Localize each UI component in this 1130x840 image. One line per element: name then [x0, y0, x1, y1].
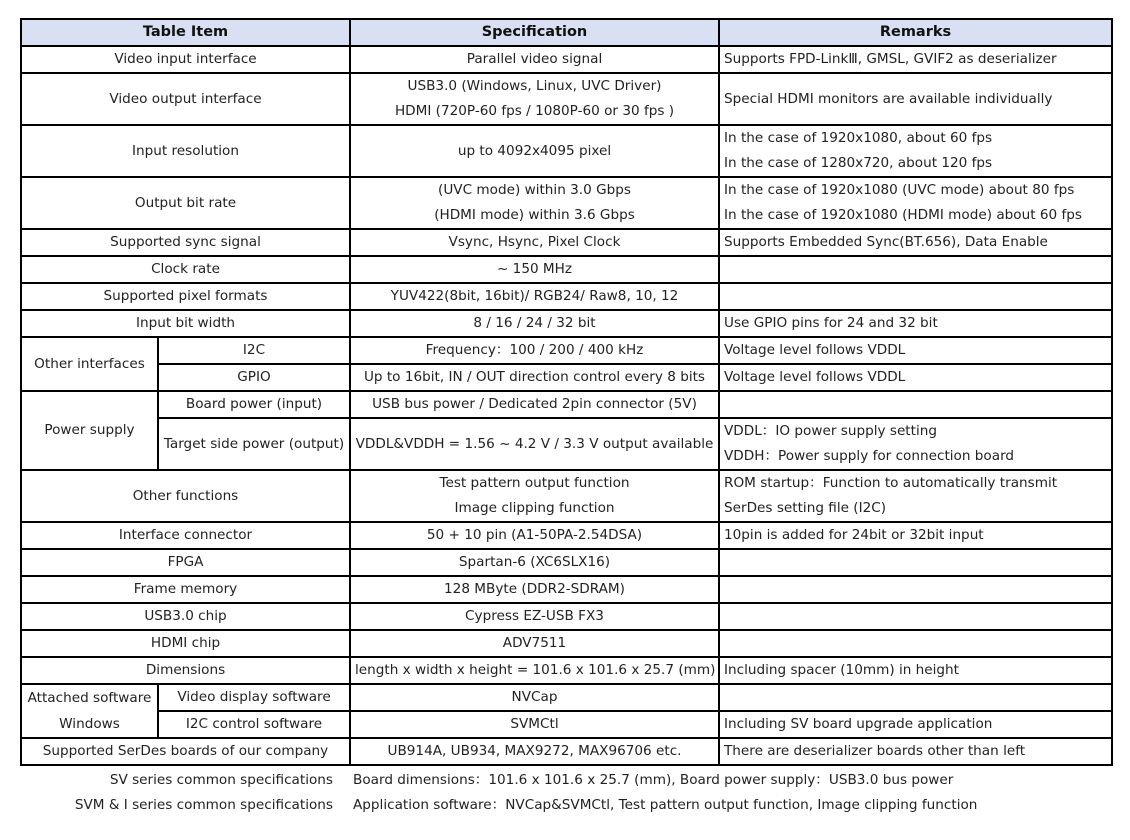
table-row	[21, 603, 1112, 630]
row-item: Input resolution	[21, 125, 350, 177]
row-spec: Frequency：100 / 200 / 400 kHz	[350, 337, 719, 364]
table-row	[21, 310, 1112, 337]
row-spec	[350, 73, 719, 125]
table-row	[21, 738, 1112, 765]
row-spec: up to 4092x4095 pixel	[350, 125, 719, 177]
row-item: Other functions	[21, 470, 350, 522]
table-row	[21, 364, 1112, 391]
group-label-line: Attached software	[27, 690, 152, 706]
row-spec: NVCap	[350, 684, 719, 711]
table-row	[21, 549, 1112, 576]
row-item: Interface connector	[21, 522, 350, 549]
specification-table	[20, 18, 1113, 766]
row-remarks	[719, 283, 1112, 310]
row-spec: Cypress EZ-USB FX3	[350, 603, 719, 630]
table-row	[21, 391, 1112, 418]
row-spec: Parallel video signal	[350, 46, 719, 73]
table-row	[21, 418, 1112, 470]
remarks-line: In the case of 1920x1080, about 60 fps	[724, 130, 993, 146]
remarks-line: VDDH：Power supply for connection board	[724, 448, 1015, 464]
row-item: Dimensions	[21, 657, 350, 684]
table-row	[21, 711, 1112, 738]
group-label: Power supply	[21, 391, 158, 470]
row-remarks: Supports Embedded Sync(BT.656), Data Enable	[719, 229, 1112, 256]
spec-line: (UVC mode) within 3.0 Gbps	[438, 182, 631, 198]
group-label-line: Windows	[59, 716, 120, 732]
row-remarks	[719, 576, 1112, 603]
row-spec: ADV7511	[350, 630, 719, 657]
row-remarks	[719, 603, 1112, 630]
row-remarks: Including spacer (10mm) in height	[719, 657, 1112, 684]
row-remarks: There are deserializer boards other than left	[719, 738, 1112, 765]
spec-line: HDMI (720P-60 fps / 1080P-60 or 30 fps )	[394, 103, 675, 119]
table-row	[21, 630, 1112, 657]
table-row	[21, 73, 1112, 125]
note-text: Board dimensions：101.6 x 101.6 x 25.7 (mm), Board power supply：USB3.0 bus power	[353, 772, 954, 788]
table-row	[21, 46, 1112, 73]
table-row	[21, 229, 1112, 256]
spec-line: Test pattern output function	[439, 475, 630, 491]
note-row	[0, 793, 1130, 818]
row-subitem: Board power (input)	[158, 391, 350, 418]
remarks-line: In the case of 1920x1080 (HDMI mode) about 60 fps	[724, 207, 1083, 223]
remarks-line: VDDL：IO power supply setting	[724, 423, 937, 439]
group-label	[21, 684, 158, 738]
row-item: Supported sync signal	[21, 229, 350, 256]
row-remarks: Voltage level follows VDDL	[719, 364, 1112, 391]
row-item: Supported SerDes boards of our company	[21, 738, 350, 765]
row-spec	[350, 177, 719, 229]
row-item: HDMI chip	[21, 630, 350, 657]
table-row	[21, 522, 1112, 549]
row-remarks: 10pin is added for 24bit or 32bit input	[719, 522, 1112, 549]
table-row	[21, 337, 1112, 364]
table-row	[21, 283, 1112, 310]
group-label: Other interfaces	[21, 337, 158, 391]
remarks-line: ROM startup：Function to automatically transmit	[724, 475, 1058, 491]
remarks-line: In the case of 1280x720, about 120 fps	[724, 155, 993, 171]
row-spec	[350, 470, 719, 522]
row-spec: length x width x height = 101.6 x 101.6 x 25.7 (mm)	[350, 657, 719, 684]
row-remarks	[719, 418, 1112, 470]
row-remarks	[719, 470, 1112, 522]
row-spec: Vsync, Hsync, Pixel Clock	[350, 229, 719, 256]
row-subitem: GPIO	[158, 364, 350, 391]
spec-line: USB3.0 (Windows, Linux, UVC Driver)	[407, 78, 662, 94]
row-remarks: Including SV board upgrade application	[719, 711, 1112, 738]
header-remarks: Remarks	[719, 19, 1112, 46]
row-spec: 8 / 16 / 24 / 32 bit	[350, 310, 719, 337]
table-row	[21, 177, 1112, 229]
row-remarks: Voltage level follows VDDL	[719, 337, 1112, 364]
header-specification: Specification	[350, 19, 719, 46]
row-remarks	[719, 549, 1112, 576]
row-remarks	[719, 391, 1112, 418]
row-remarks: Special HDMI monitors are available individually	[719, 73, 1112, 125]
table-row	[21, 684, 1112, 711]
header-table-item: Table Item	[21, 19, 350, 46]
row-spec: USB bus power / Dedicated 2pin connector (5V)	[350, 391, 719, 418]
row-remarks	[719, 177, 1112, 229]
common-specifications-notes	[0, 768, 1130, 818]
table-row	[21, 576, 1112, 603]
row-remarks: Use GPIO pins for 24 and 32 bit	[719, 310, 1112, 337]
row-spec: SVMCtl	[350, 711, 719, 738]
row-item: Supported pixel formats	[21, 283, 350, 310]
row-spec: ~ 150 MHz	[350, 256, 719, 283]
note-row	[0, 768, 1130, 793]
row-spec: 128 MByte (DDR2-SDRAM)	[350, 576, 719, 603]
row-item: Clock rate	[21, 256, 350, 283]
row-spec: UB914A, UB934, MAX9272, MAX96706 etc.	[350, 738, 719, 765]
row-remarks	[719, 630, 1112, 657]
row-remarks: Supports FPD-LinkⅢ, GMSL, GVIF2 as deserializer	[719, 46, 1112, 73]
row-spec: YUV422(8bit, 16bit)/ RGB24/ Raw8, 10, 12	[350, 283, 719, 310]
row-item: Video input interface	[21, 46, 350, 73]
spec-line: (HDMI mode) within 3.6 Gbps	[434, 207, 635, 223]
row-item: USB3.0 chip	[21, 603, 350, 630]
table-row	[21, 470, 1112, 522]
row-remarks	[719, 125, 1112, 177]
row-item: Output bit rate	[21, 177, 350, 229]
row-remarks	[719, 684, 1112, 711]
row-item: Video output interface	[21, 73, 350, 125]
row-item: FPGA	[21, 549, 350, 576]
remarks-line: In the case of 1920x1080 (UVC mode) about 80 fps	[724, 182, 1075, 198]
spec-line: Image clipping function	[454, 500, 615, 516]
row-subitem: I2C	[158, 337, 350, 364]
note-text: Application software：NVCap&SVMCtl, Test pattern output function, Image clipping function	[353, 797, 978, 813]
remarks-line: SerDes setting file (I2C)	[724, 500, 887, 516]
row-subitem: Video display software	[158, 684, 350, 711]
row-spec: 50 + 10 pin (A1-50PA-2.54DSA)	[350, 522, 719, 549]
row-subitem: Target side power (output)	[158, 418, 350, 470]
row-spec: Spartan-6 (XC6SLX16)	[350, 549, 719, 576]
row-item: Frame memory	[21, 576, 350, 603]
row-spec: Up to 16bit, IN / OUT direction control every 8 bits	[350, 364, 719, 391]
row-subitem: I2C control software	[158, 711, 350, 738]
note-label: SV series common specifications	[109, 772, 333, 788]
table-row	[21, 125, 1112, 177]
table-row	[21, 657, 1112, 684]
row-remarks	[719, 256, 1112, 283]
row-spec: VDDL&VDDH = 1.56 ~ 4.2 V / 3.3 V output available	[350, 418, 719, 470]
table-row	[21, 256, 1112, 283]
table-header-row	[21, 19, 1112, 46]
row-item: Input bit width	[21, 310, 350, 337]
note-label: SVM & I series common specifications	[74, 797, 333, 813]
